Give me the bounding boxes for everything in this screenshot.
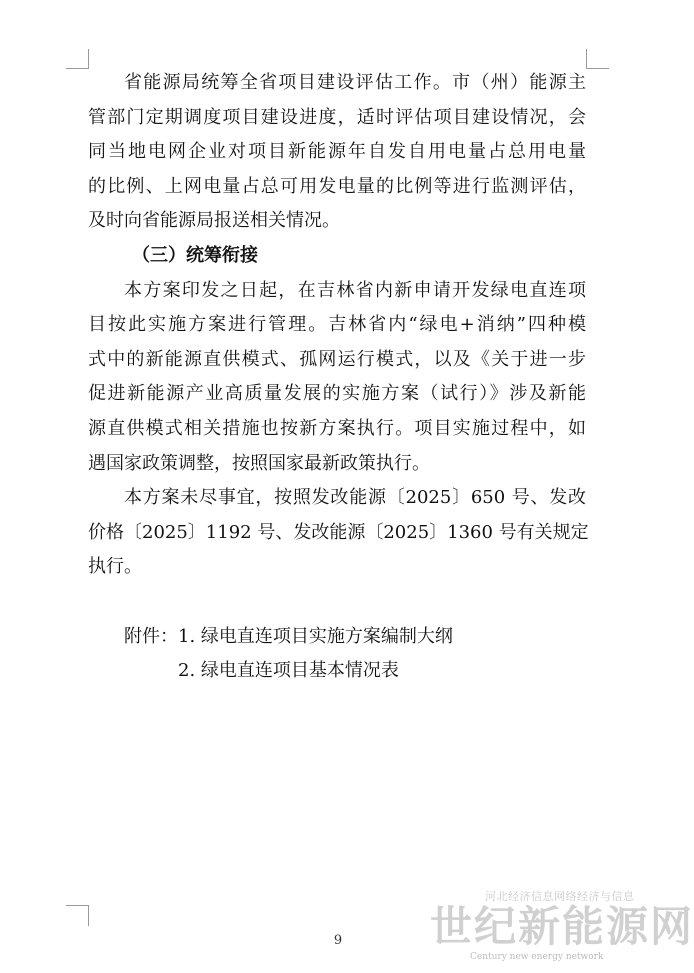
watermark-main-text: 世纪新能源网 [430,902,694,951]
attachment-item: 1. 绿电直连项目实施方案编制大纲 [178,625,453,647]
crop-mark-top-left [66,49,89,69]
paragraph-line: 遇国家政策调整，按照国家最新政策执行。 [88,452,430,474]
page-number: 9 [333,933,343,948]
paragraph-line: 执行。 [88,556,142,578]
paragraph-line: 的比例、上网电量占总可用发电量的比例等进行监测评估， [88,175,586,197]
watermark-top-text: 河北经济信息网络经济与信息 [485,890,635,903]
paragraph-line: 源直供模式相关措施也按新方案执行。项目实施过程中，如 [88,417,586,439]
crop-mark-bottom-left [66,905,89,926]
paragraph-line: 目按此实施方案进行管理。吉林省内“绿电+消纳”四种模 [88,314,586,336]
attachments-label: 附件： [124,625,178,647]
crop-mark-top-right [586,49,609,69]
paragraph-line: 省能源局统筹全省项目建设评估工作。市（州）能源主 [124,72,586,93]
section-heading: （三）统筹衔接 [132,244,258,266]
attachment-line [88,620,586,655]
blank-line [88,585,586,620]
paragraph-line: 式中的新能源直供模式、孤网运行模式，以及《关于进一步 [88,348,586,370]
watermark-sub-text: Century new energy network [470,952,604,962]
attachment-item: 2. 绿电直连项目基本情况表 [178,660,399,682]
body-text [88,66,589,689]
paragraph-line: 及时向省能源局报送相关情况。 [88,210,340,232]
paragraph-line: 本方案印发之日起，在吉林省内新申请开发绿电直连项 [124,279,586,301]
paragraph-line: 价格〔2025〕1192 号、发改能源〔2025〕1360 号有关规定 [88,521,589,543]
paragraph-line: 本方案未尽事宜，按照发改能源〔2025〕650 号、发改 [124,487,586,509]
watermark-logo [430,888,694,968]
paragraph-line: 同当地电网企业对项目新能源年自发自用电量占总用电量 [88,141,586,163]
paragraph-line: 促进新能源产业高质量发展的实施方案（试行）》涉及新能 [88,383,586,405]
paragraph-line: 管部门定期调度项目建设进度，适时评估项目建设情况，会 [88,106,586,128]
